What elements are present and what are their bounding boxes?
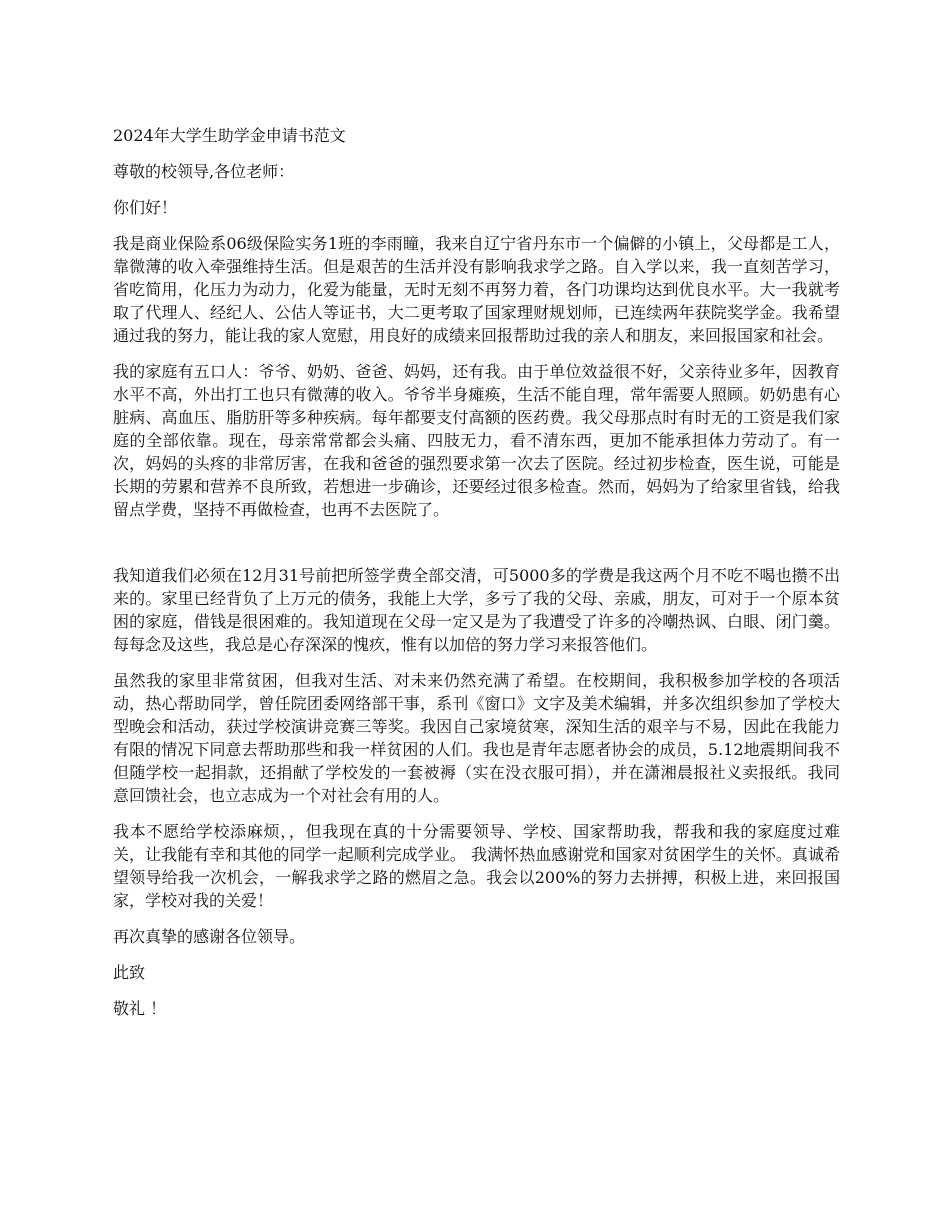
document-page (113, 124, 840, 1020)
paragraph-family: 我的家庭有五口人：爷爷、奶奶、爸爸、妈妈，还有我。由于单位效益很不好，父亲待业多年，因教育水平不高，外出打工也只有微薄的收入。爷爷半身瘫痪，生活不能自理，常年需要人照顾。奶奶患有心脏病、高血压、脂肪肝等多种疾病。每年都要支付高额的医药费。我父母那点时有时无的工资是我们家庭的全部依靠。现在，母亲常常都会头痛、四肢无力，看不清东西，更加不能承担体力劳动了。有一次，妈妈的头疼的非常厉害，在我和爸爸的强烈要求第一次去了医院。经过初步检查，医生说，可能是长期的劳累和营养不良所致，若想进一步确诊，还要经过很多检查。然而，妈妈为了给家里省钱，给我留点学费，坚持不再做检查，也再不去医院了。 (113, 362, 840, 519)
paragraph-intro: 我是商业保险系06级保险实务1班的李雨瞳，我来自辽宁省丹东市一个偏僻的小镇上，父母都是工人，靠微薄的收入牵强维持生活。但是艰苦的生活并没有影响我求学之路。自入学以来，我一直刻苦学习，省吃简用，化压力为动力，化爱为能量，无时无刻不再努力着，各门功课均达到优良水平。大一我就考取了代理人、经纪人、公估人等证书，大二更考取了国家理财规划师，已连续两年获院奖学金。我希望通过我的努力，能让我的家人宽慰，用良好的成绩来回报帮助过我的亲人和朋友，来回报国家和社会。 (113, 234, 840, 345)
salutation: 尊敬的校领导,各位老师： (113, 162, 295, 181)
document-title: 2024年大学生助学金申请书范文 (113, 126, 346, 145)
thanks-line: 再次真挚的感谢各位领导。 (113, 927, 306, 946)
spacer (113, 347, 840, 360)
spacer (113, 807, 840, 820)
spacer (113, 984, 840, 997)
spacer (113, 183, 840, 196)
spacer (113, 219, 840, 232)
spacer (113, 521, 840, 564)
spacer (113, 147, 840, 160)
spacer (113, 948, 840, 961)
spacer (113, 656, 840, 669)
greeting: 你们好！ (113, 198, 178, 217)
closing-line-1: 此致 (113, 963, 146, 982)
spacer (113, 912, 840, 925)
paragraph-hope: 虽然我的家里非常贫困，但我对生活、对未来仍然充满了希望。在校期间，我积极参加学校的各项活动，热心帮助同学，曾任院团委网络部干事，系刊《窗口》文字及美术编辑，并多次组织参加了学校大型晚会和活动，获过学校演讲竞赛三等奖。我因自己家境贫寒，深知生活的艰辛与不易，因此在我能力有限的情况下同意去帮助那些和我一样贫困的人们。我也是青年志愿者协会的成员，5.12地震期间我不但随学校一起捐款，还捐献了学校发的一套被褥（实在没衣服可捐），并在潇湘晨报社义卖报纸。我同意回馈社会，也立志成为一个对社会有用的人。 (113, 671, 840, 805)
paragraph-request: 我本不愿给学校添麻烦，，但我现在真的十分需要领导、学校、国家帮助我，帮我和我的家庭度过难关，让我能有幸和其他的同学一起顺利完成学业。 我满怀热血感谢党和国家对贫困学生的关怀。真诚希望领导给我一次机会，一解我求学之路的燃眉之急。我会以200%的努力去拼搏，积极上进，来回报国家，学校对我的关爱！ (113, 822, 840, 910)
paragraph-tuition: 我知道我们必须在12月31号前把所签学费全部交清，可5000多的学费是我这两个月不吃不喝也攒不出来的。家里已经背负了上万元的债务，我能上大学，多亏了我的父母、亲戚，朋友，可对于一个原本贫困的家庭，借钱是很困难的。我知道现在父母一定又是为了我遭受了许多的冷嘲热讽、白眼、闭门羹。每每念及这些，我总是心存深深的愧疚，惟有以加倍的努力学习来报答他们。 (113, 566, 840, 654)
closing-line-2: 敬礼 ！ (113, 999, 167, 1018)
